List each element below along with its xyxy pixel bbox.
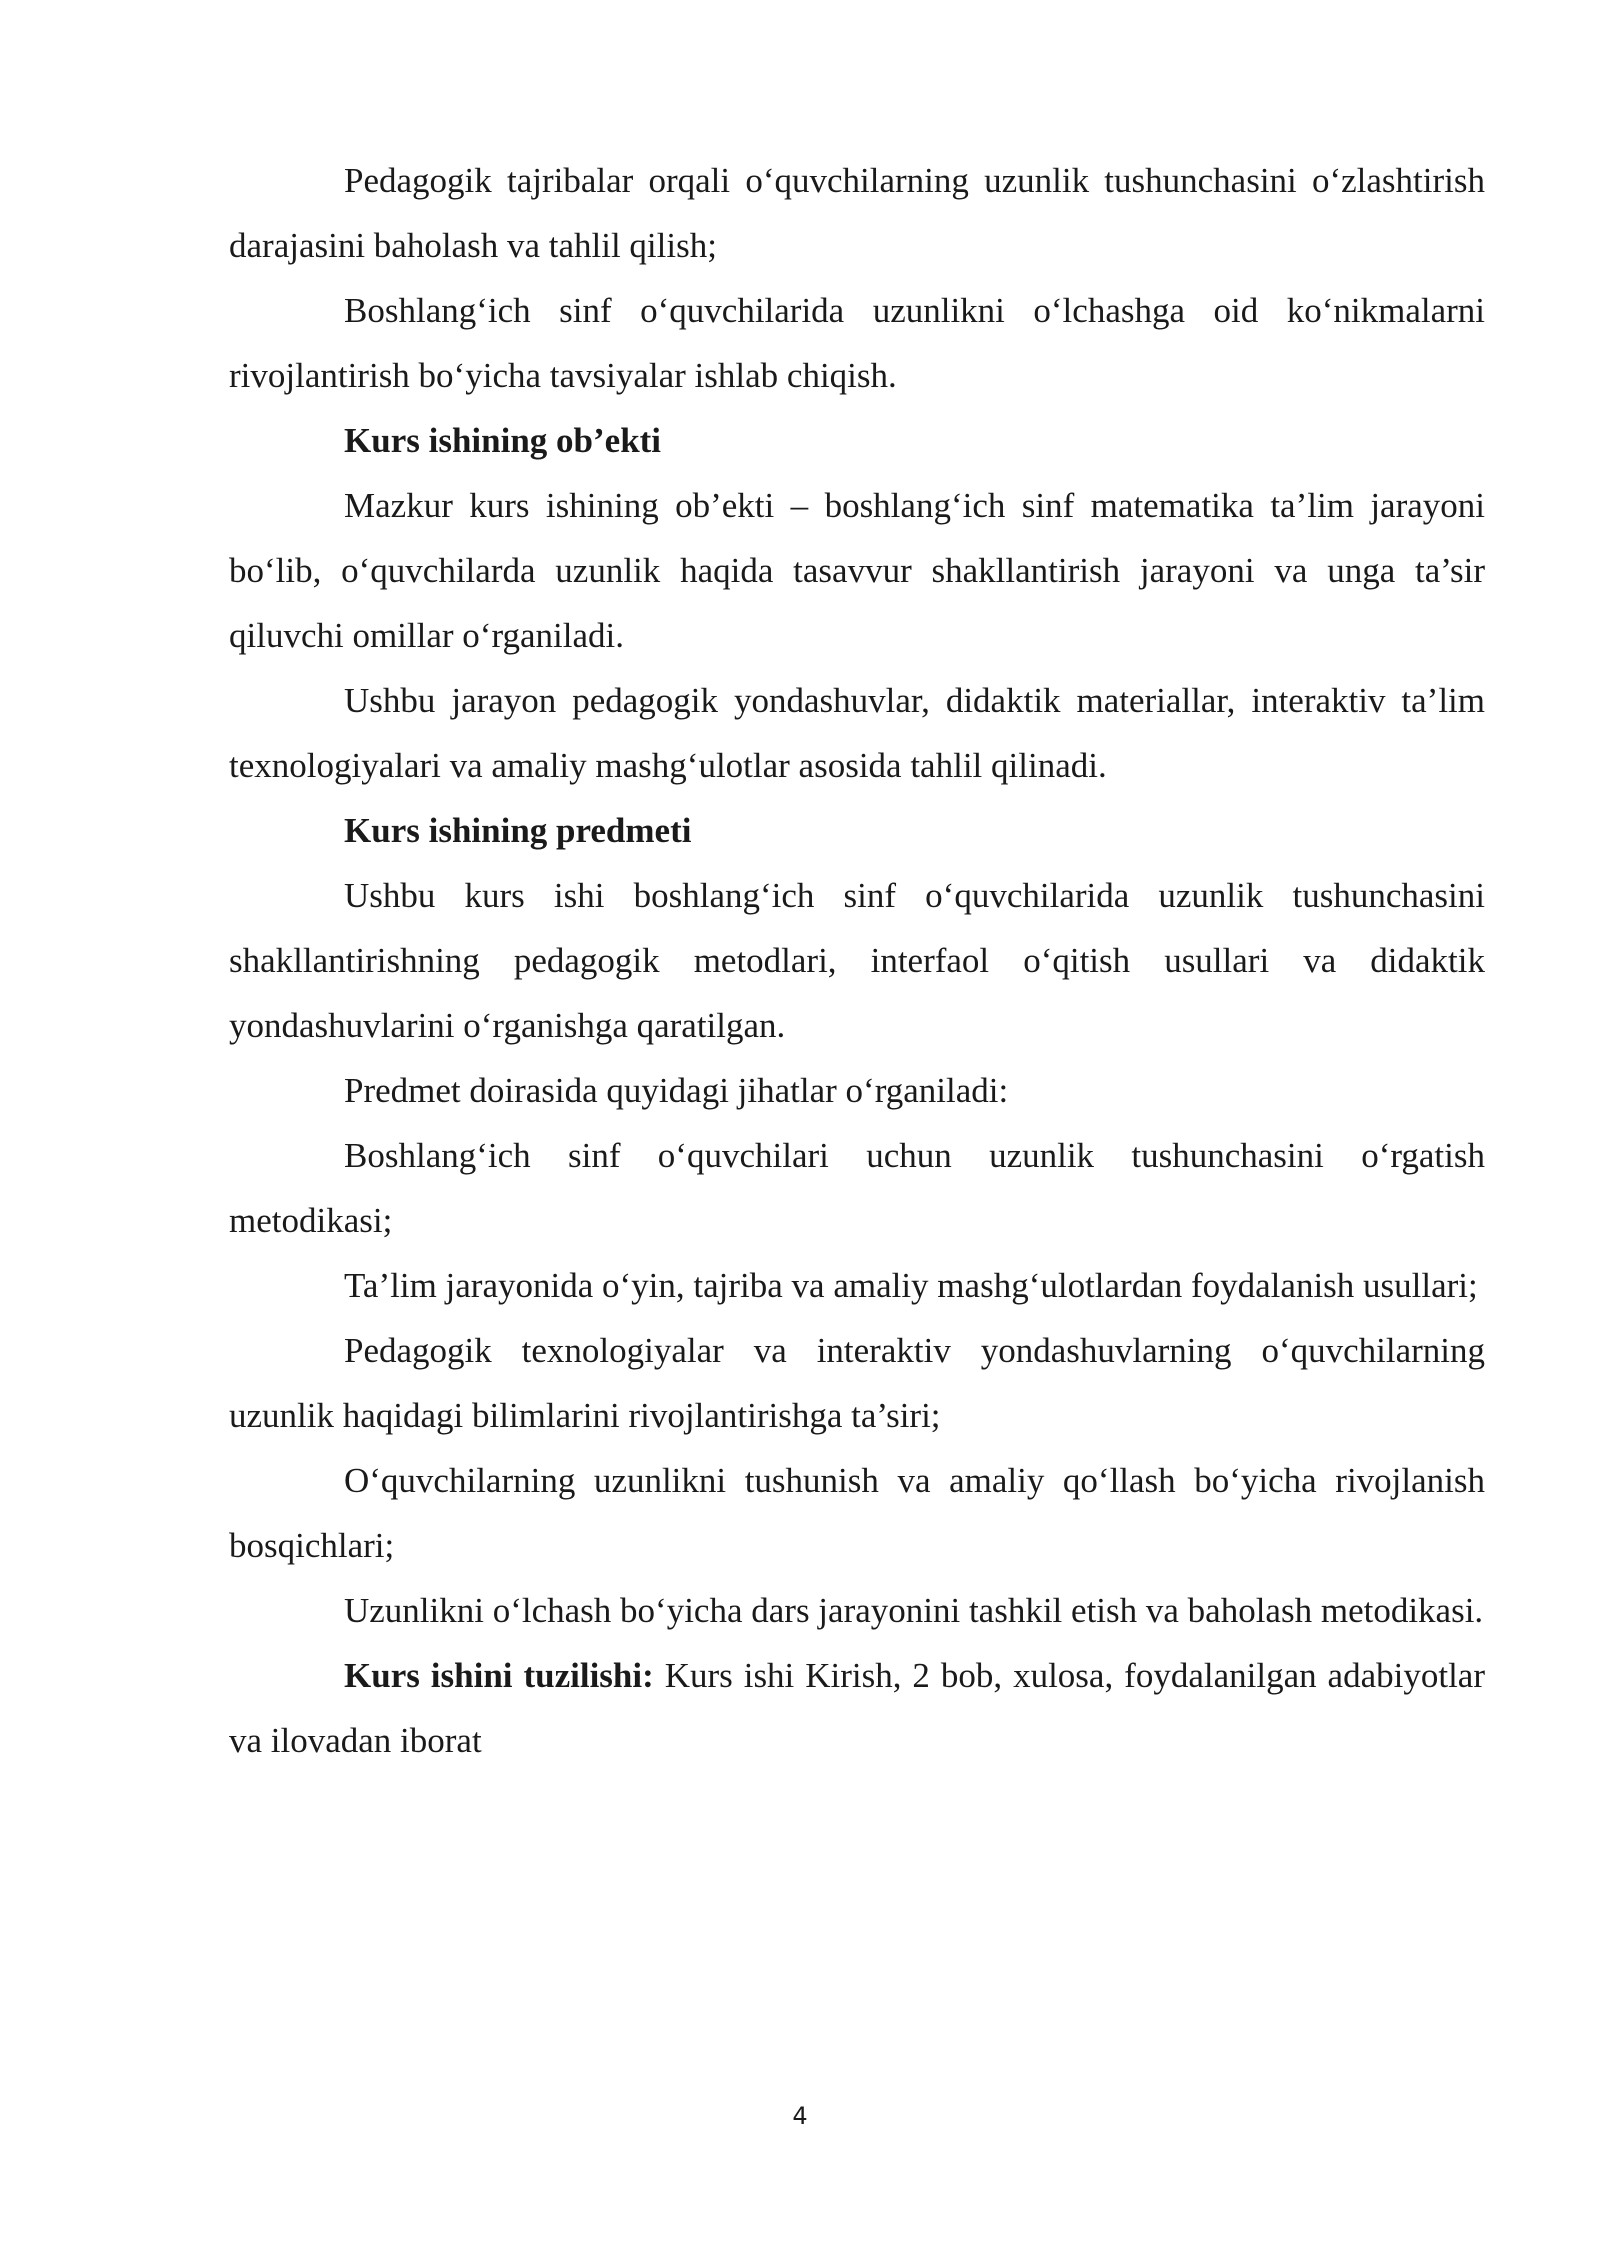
- paragraph-structure: [229, 1643, 1485, 1773]
- structure-text: Kurs ishi Kirish, 2 bob, xulosa, foydalanilgan adabiyotlar va ilovadan iborat: [229, 1656, 1485, 1760]
- paragraph-evaluation: Pedagogik tajribalar orqali o‘quvchilarning uzunlik tushunchasini o‘zlashtirish darajasini baholash va tahlil qilish;: [229, 161, 1485, 265]
- structure-label: Kurs ishini tuzilishi:: [344, 1656, 654, 1695]
- list-item-methods: Ta’lim jarayonida o‘yin, tajriba va amaliy mashg‘ulotlardan foydalanish usullari;: [344, 1266, 1478, 1305]
- paragraph-subject-description: Ushbu kurs ishi boshlang‘ich sinf o‘quvchilarida uzunlik tushunchasini shakllantirishning pedagogik metodlari, interfaol o‘qitish usullari va didaktik yondashuvlarini o‘rganishga qaratilgan.: [229, 876, 1485, 1045]
- list-item-assessment: Uzunlikni o‘lchash bo‘yicha dars jarayonini tashkil etish va baholash metodikasi.: [344, 1591, 1484, 1630]
- paragraph-process-analysis: Ushbu jarayon pedagogik yondashuvlar, didaktik materiallar, interaktiv ta’lim texnologiyalari va amaliy mashg‘ulotlar asosida tahlil qilinadi.: [229, 681, 1485, 785]
- heading-subject: Kurs ishining predmeti: [344, 811, 692, 850]
- heading-object: Kurs ishining ob’ekti: [344, 421, 662, 460]
- list-item-stages: O‘quvchilarning uzunlikni tushunish va amaliy qo‘llash bo‘yicha rivojlanish bosqichlari;: [229, 1461, 1485, 1565]
- paragraph-object-description: Mazkur kurs ishining ob’ekti – boshlang‘ich sinf matematika ta’lim jarayoni bo‘lib, o‘quvchilarda uzunlik haqida tasavvur shakllantirish jarayoni va unga ta’sir qiluvchi omillar o‘rganiladi.: [229, 486, 1485, 655]
- page-number: 4: [792, 2102, 808, 2130]
- paragraph-subject-intro: Predmet doirasida quyidagi jihatlar o‘rganiladi:: [344, 1071, 1009, 1110]
- paragraph-recommendations: Boshlang‘ich sinf o‘quvchilarida uzunlikni o‘lchashga oid ko‘nikmalarni rivojlantirish bo‘yicha tavsiyalar ishlab chiqish.: [229, 291, 1485, 395]
- list-item-methodology: Boshlang‘ich sinf o‘quvchilari uchun uzunlik tushunchasini o‘rgatish metodikasi;: [229, 1136, 1485, 1240]
- page-body: [229, 148, 1485, 1773]
- list-item-technologies: Pedagogik texnologiyalar va interaktiv yondashuvlarning o‘quvchilarning uzunlik haqidagi bilimlarini rivojlantirishga ta’siri;: [229, 1331, 1485, 1435]
